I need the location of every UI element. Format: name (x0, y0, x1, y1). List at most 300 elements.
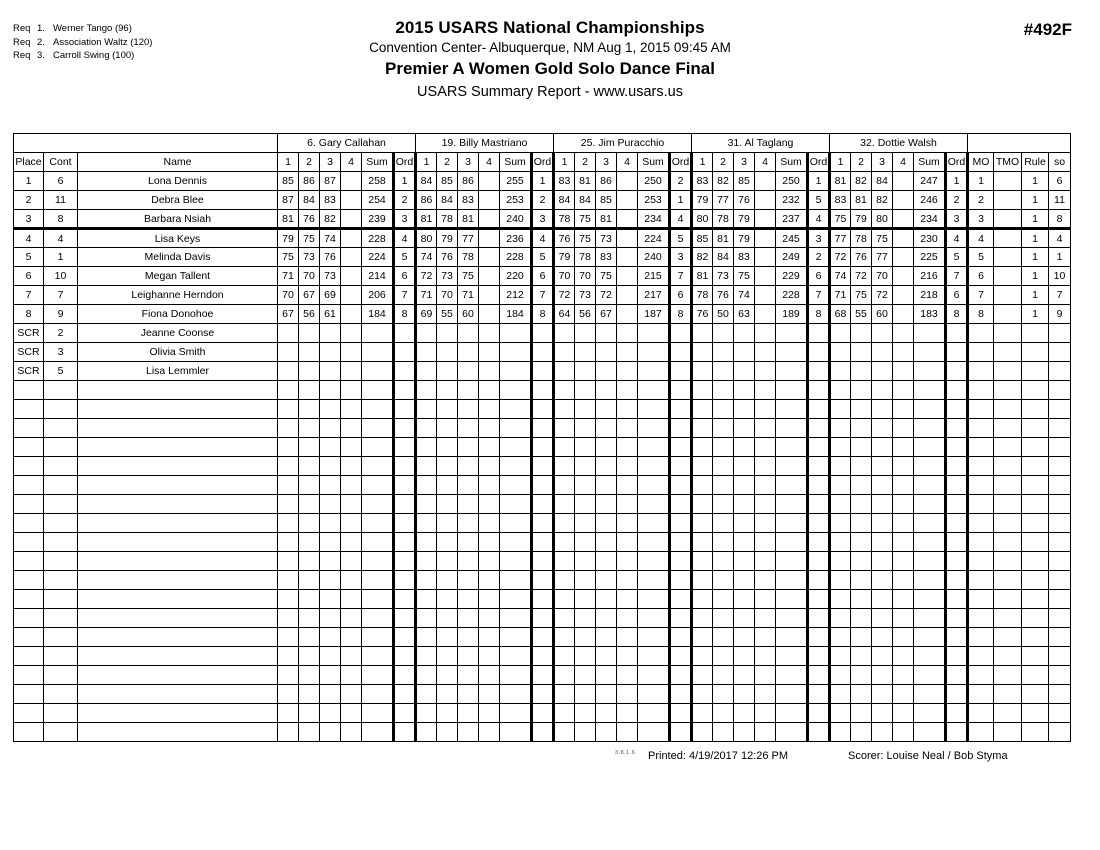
empty-cell (851, 514, 872, 533)
empty-cell (914, 495, 946, 514)
empty-cell (851, 552, 872, 571)
requirement-number: 3. (37, 50, 45, 61)
empty-cell (968, 590, 994, 609)
empty-cell (617, 647, 638, 666)
empty-cell (1022, 438, 1049, 457)
empty-cell (776, 704, 808, 723)
empty-cell (78, 609, 278, 628)
empty-cell (713, 704, 734, 723)
empty-cell (500, 533, 532, 552)
requirement-text: Association Waltz (120) (53, 36, 153, 48)
empty-cell (458, 438, 479, 457)
empty-cell (320, 685, 341, 704)
cell-j5-ord: 4 (946, 229, 968, 248)
empty-cell (416, 647, 437, 666)
cell-j4-score4 (755, 191, 776, 210)
empty-cell (1022, 495, 1049, 514)
table-row[interactable] (14, 343, 1071, 362)
cell-j3-ord: 6 (670, 286, 692, 305)
empty-cell (946, 438, 968, 457)
cell-j2-ord (532, 324, 554, 343)
empty-cell (692, 685, 713, 704)
cell-rule (1022, 362, 1049, 381)
empty-cell (554, 571, 575, 590)
empty-cell (617, 666, 638, 685)
empty-cell (394, 514, 416, 533)
table-row[interactable] (14, 267, 1071, 286)
empty-row[interactable] (14, 476, 1071, 495)
cell-j5-score2: 78 (851, 229, 872, 248)
empty-cell (500, 400, 532, 419)
judge-name: Dottie Walsh (874, 137, 937, 149)
cell-j5-score2: 75 (851, 286, 872, 305)
cell-j2-ord: 1 (532, 172, 554, 191)
empty-cell (734, 647, 755, 666)
cell-j5-score4 (893, 229, 914, 248)
empty-cell (968, 419, 994, 438)
empty-cell (734, 381, 755, 400)
empty-cell (968, 495, 994, 514)
empty-cell (776, 666, 808, 685)
cell-j1-score3 (320, 362, 341, 381)
table-row[interactable] (14, 229, 1071, 248)
cell-j3-ord: 1 (670, 191, 692, 210)
cell-j5-score3: 75 (872, 229, 893, 248)
empty-cell (44, 685, 78, 704)
empty-row[interactable] (14, 647, 1071, 666)
empty-cell (734, 400, 755, 419)
judge-band-spacer (14, 134, 278, 153)
empty-cell (692, 533, 713, 552)
cell-j3-score1: 84 (554, 191, 575, 210)
empty-cell (776, 438, 808, 457)
empty-cell (1049, 571, 1071, 590)
cell-j1-score4 (341, 286, 362, 305)
cell-j3-score3: 67 (596, 305, 617, 324)
empty-cell (968, 514, 994, 533)
cell-skater-name: Debra Blee (78, 191, 278, 210)
cell-j4-score1: 80 (692, 210, 713, 229)
empty-cell (596, 609, 617, 628)
empty-cell (458, 495, 479, 514)
empty-cell (320, 647, 341, 666)
empty-cell (617, 514, 638, 533)
empty-cell (617, 723, 638, 742)
empty-cell (872, 495, 893, 514)
cell-j3-score1: 72 (554, 286, 575, 305)
cell-contestant-number: 5 (44, 362, 78, 381)
cell-j1-score2: 84 (299, 191, 320, 210)
empty-cell (872, 685, 893, 704)
table-row[interactable] (14, 324, 1071, 343)
cell-j5-score1 (830, 362, 851, 381)
cell-j4-score2 (713, 324, 734, 343)
empty-cell (532, 381, 554, 400)
cell-skater-name: Fiona Donohoe (78, 305, 278, 324)
empty-cell (968, 609, 994, 628)
cell-j5-sum: 230 (914, 229, 946, 248)
empty-cell (968, 381, 994, 400)
empty-cell (617, 571, 638, 590)
empty-cell (776, 400, 808, 419)
cell-j5-ord: 1 (946, 172, 968, 191)
cell-j2-score3 (458, 324, 479, 343)
empty-cell (278, 476, 299, 495)
cell-j3-ord (670, 324, 692, 343)
cell-j4-score1 (692, 324, 713, 343)
cell-j2-ord: 7 (532, 286, 554, 305)
empty-cell (575, 495, 596, 514)
cell-j1-sum: 228 (362, 229, 394, 248)
cell-j4-score1: 83 (692, 172, 713, 191)
empty-cell (893, 400, 914, 419)
cell-j4-score4 (755, 362, 776, 381)
empty-cell (808, 457, 830, 476)
cell-j1-score3: 83 (320, 191, 341, 210)
empty-cell (692, 628, 713, 647)
cell-j4-sum: 250 (776, 172, 808, 191)
empty-cell (670, 400, 692, 419)
empty-row[interactable] (14, 666, 1071, 685)
empty-cell (278, 514, 299, 533)
empty-row[interactable] (14, 685, 1071, 704)
cell-skater-name: Megan Tallent (78, 267, 278, 286)
cell-j5-score3: 70 (872, 267, 893, 286)
cell-j1-score2: 86 (299, 172, 320, 191)
cell-j1-score3 (320, 343, 341, 362)
empty-cell (278, 666, 299, 685)
cell-contestant-number: 8 (44, 210, 78, 229)
cell-j2-score1: 69 (416, 305, 437, 324)
empty-row[interactable] (14, 609, 1071, 628)
empty-cell (479, 419, 500, 438)
cell-contestant-number: 1 (44, 248, 78, 267)
empty-cell (893, 533, 914, 552)
empty-cell (575, 438, 596, 457)
empty-cell (14, 590, 44, 609)
cell-j3-ord: 4 (670, 210, 692, 229)
empty-cell (14, 666, 44, 685)
empty-cell (437, 533, 458, 552)
cell-j5-score2: 81 (851, 191, 872, 210)
empty-cell (532, 457, 554, 476)
empty-cell (893, 514, 914, 533)
table-row[interactable] (14, 362, 1071, 381)
empty-cell (872, 647, 893, 666)
empty-cell (479, 666, 500, 685)
cell-j5-sum (914, 343, 946, 362)
empty-cell (437, 685, 458, 704)
cell-j3-score1: 64 (554, 305, 575, 324)
empty-cell (341, 704, 362, 723)
cell-j3-sum: 215 (638, 267, 670, 286)
empty-cell (320, 666, 341, 685)
empty-cell (755, 685, 776, 704)
empty-cell (78, 647, 278, 666)
empty-cell (946, 571, 968, 590)
empty-cell (416, 685, 437, 704)
cell-j5-ord: 2 (946, 191, 968, 210)
cell-j4-score3: 74 (734, 286, 755, 305)
empty-cell (458, 685, 479, 704)
empty-cell (713, 400, 734, 419)
cell-j3-score4 (617, 343, 638, 362)
empty-cell (734, 571, 755, 590)
cell-j1-score3: 87 (320, 172, 341, 191)
cell-j5-ord: 5 (946, 248, 968, 267)
empty-cell (755, 590, 776, 609)
cell-j3-score2: 75 (575, 210, 596, 229)
empty-cell (670, 457, 692, 476)
cell-j5-score4 (893, 248, 914, 267)
empty-cell (946, 609, 968, 628)
empty-cell (299, 438, 320, 457)
scorer-credit: Scorer: Louise Neal / Bob Styma (848, 750, 1008, 762)
empty-cell (458, 381, 479, 400)
empty-row[interactable] (14, 457, 1071, 476)
empty-cell (692, 381, 713, 400)
empty-cell (479, 514, 500, 533)
cell-j1-sum (362, 343, 394, 362)
empty-cell (416, 609, 437, 628)
header-judge2-1: 1 (416, 153, 437, 172)
empty-cell (872, 628, 893, 647)
empty-row[interactable] (14, 400, 1071, 419)
empty-row[interactable] (14, 438, 1071, 457)
empty-cell (851, 533, 872, 552)
empty-cell (394, 609, 416, 628)
empty-cell (808, 552, 830, 571)
empty-cell (554, 381, 575, 400)
empty-cell (755, 666, 776, 685)
empty-cell (14, 514, 44, 533)
cell-j1-score4 (341, 362, 362, 381)
empty-cell (914, 590, 946, 609)
cell-j3-score1 (554, 324, 575, 343)
table-row[interactable] (14, 286, 1071, 305)
cell-j1-ord (394, 343, 416, 362)
empty-cell (44, 590, 78, 609)
cell-j3-score3: 85 (596, 191, 617, 210)
empty-cell (638, 723, 670, 742)
empty-cell (394, 723, 416, 742)
cell-tmo (994, 248, 1022, 267)
venue-datetime: Convention Center- Albuquerque, NM Aug 1, 2015 09:45 AM (369, 40, 731, 55)
empty-cell (78, 666, 278, 685)
empty-cell (78, 514, 278, 533)
cell-j2-sum: 212 (500, 286, 532, 305)
empty-cell (320, 438, 341, 457)
cell-j4-ord: 3 (808, 229, 830, 248)
empty-row[interactable] (14, 381, 1071, 400)
empty-cell (299, 723, 320, 742)
cell-so: 1 (1049, 248, 1071, 267)
judge-header-5 (830, 134, 968, 153)
cell-j3-sum: 224 (638, 229, 670, 248)
table-row[interactable] (14, 172, 1071, 191)
table-row[interactable] (14, 191, 1071, 210)
empty-cell (341, 495, 362, 514)
cell-so: 7 (1049, 286, 1071, 305)
cell-j4-sum: 232 (776, 191, 808, 210)
cell-j3-score1 (554, 362, 575, 381)
empty-cell (575, 628, 596, 647)
cell-j1-score3: 61 (320, 305, 341, 324)
cell-j4-score3: 76 (734, 191, 755, 210)
empty-cell (44, 609, 78, 628)
empty-cell (893, 552, 914, 571)
empty-cell (500, 571, 532, 590)
empty-cell (278, 685, 299, 704)
empty-cell (1022, 666, 1049, 685)
cell-j3-score4 (617, 248, 638, 267)
empty-cell (299, 457, 320, 476)
cell-place: SCR (14, 362, 44, 381)
judge-name: Billy Mastriano (456, 137, 528, 149)
empty-cell (914, 723, 946, 742)
cell-j1-score2 (299, 324, 320, 343)
empty-cell (968, 476, 994, 495)
empty-cell (78, 400, 278, 419)
empty-cell (851, 457, 872, 476)
empty-row[interactable] (14, 590, 1071, 609)
judge-header-2 (416, 134, 554, 153)
empty-cell (1022, 533, 1049, 552)
empty-cell (617, 533, 638, 552)
empty-row[interactable] (14, 704, 1071, 723)
empty-cell (893, 419, 914, 438)
empty-cell (893, 685, 914, 704)
cell-j5-sum: 218 (914, 286, 946, 305)
table-row[interactable] (14, 210, 1071, 229)
empty-cell (437, 647, 458, 666)
empty-cell (78, 419, 278, 438)
empty-cell (734, 590, 755, 609)
cell-j2-ord: 3 (532, 210, 554, 229)
empty-cell (362, 514, 394, 533)
empty-cell (755, 438, 776, 457)
cell-place: 6 (14, 267, 44, 286)
empty-cell (893, 647, 914, 666)
cell-mo: 1 (968, 172, 994, 191)
empty-cell (14, 647, 44, 666)
cell-j2-score3: 60 (458, 305, 479, 324)
empty-row[interactable] (14, 723, 1071, 742)
cell-mo: 4 (968, 229, 994, 248)
empty-cell (596, 666, 617, 685)
empty-cell (755, 723, 776, 742)
empty-cell (479, 647, 500, 666)
empty-row[interactable] (14, 552, 1071, 571)
empty-cell (808, 438, 830, 457)
empty-cell (437, 628, 458, 647)
empty-row[interactable] (14, 419, 1071, 438)
empty-cell (341, 571, 362, 590)
cell-j3-ord: 3 (670, 248, 692, 267)
empty-cell (851, 476, 872, 495)
cell-j3-sum: 253 (638, 191, 670, 210)
cell-j1-ord (394, 362, 416, 381)
empty-cell (596, 438, 617, 457)
cell-j1-sum: 224 (362, 248, 394, 267)
cell-j5-score3: 77 (872, 248, 893, 267)
empty-cell (416, 495, 437, 514)
cell-skater-name: Melinda Davis (78, 248, 278, 267)
empty-row[interactable] (14, 628, 1071, 647)
cell-j3-score3: 72 (596, 286, 617, 305)
cell-j3-score3 (596, 324, 617, 343)
empty-cell (500, 514, 532, 533)
cell-j1-ord: 6 (394, 267, 416, 286)
empty-cell (479, 723, 500, 742)
empty-cell (44, 533, 78, 552)
header-judge3-2: 2 (575, 153, 596, 172)
empty-cell (893, 438, 914, 457)
cell-j3-score4 (617, 191, 638, 210)
empty-cell (638, 514, 670, 533)
cell-j2-score1: 74 (416, 248, 437, 267)
empty-cell (14, 533, 44, 552)
cell-j4-score4 (755, 305, 776, 324)
empty-cell (554, 476, 575, 495)
empty-row[interactable] (14, 514, 1071, 533)
empty-cell (713, 723, 734, 742)
empty-cell (479, 457, 500, 476)
cell-j3-score3: 73 (596, 229, 617, 248)
empty-cell (755, 419, 776, 438)
empty-cell (596, 723, 617, 742)
cell-j4-score4 (755, 210, 776, 229)
empty-cell (994, 704, 1022, 723)
empty-cell (776, 685, 808, 704)
empty-row[interactable] (14, 533, 1071, 552)
empty-cell (341, 590, 362, 609)
empty-cell (734, 438, 755, 457)
empty-row[interactable] (14, 495, 1071, 514)
cell-j4-score2: 76 (713, 286, 734, 305)
empty-cell (830, 495, 851, 514)
empty-cell (670, 514, 692, 533)
cell-j4-ord: 6 (808, 267, 830, 286)
cell-j5-score4 (893, 343, 914, 362)
cell-j1-ord: 3 (394, 210, 416, 229)
table-row[interactable] (14, 305, 1071, 324)
cell-j3-score1: 76 (554, 229, 575, 248)
cell-mo: 7 (968, 286, 994, 305)
empty-cell (670, 571, 692, 590)
empty-cell (776, 609, 808, 628)
empty-cell (638, 457, 670, 476)
cell-j1-score1 (278, 324, 299, 343)
judge-band-tail (968, 134, 1071, 153)
cell-j3-score4 (617, 324, 638, 343)
empty-cell (1049, 552, 1071, 571)
empty-cell (851, 685, 872, 704)
empty-cell (617, 438, 638, 457)
cell-skater-name: Jeanne Coonse (78, 324, 278, 343)
cell-j1-sum: 258 (362, 172, 394, 191)
empty-cell (14, 552, 44, 571)
empty-cell (670, 476, 692, 495)
empty-cell (341, 457, 362, 476)
judge-name: Al Taglang (742, 137, 794, 149)
cell-j1-score4 (341, 210, 362, 229)
cell-j1-score1: 71 (278, 267, 299, 286)
empty-cell (968, 723, 994, 742)
empty-row[interactable] (14, 571, 1071, 590)
table-row[interactable] (14, 248, 1071, 267)
cell-j4-score3: 75 (734, 267, 755, 286)
